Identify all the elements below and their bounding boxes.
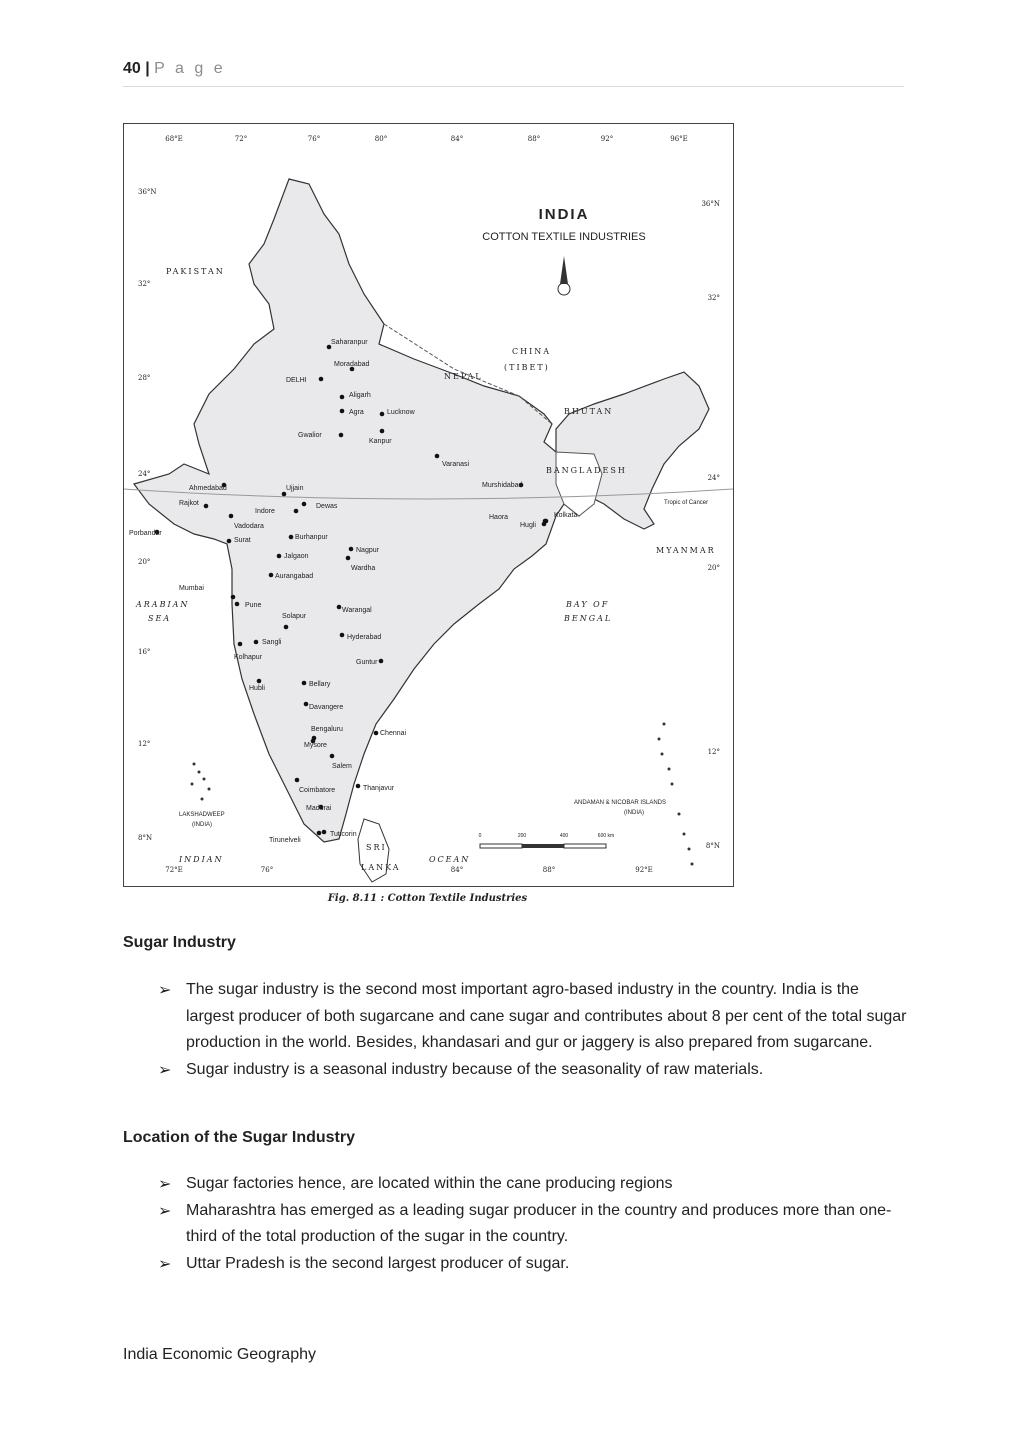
right-tick-label: 12° (707, 748, 720, 756)
city-label: Wardha (351, 565, 376, 572)
right-tick-label: 8°N (705, 842, 720, 850)
city-label: Kolkata (554, 512, 578, 519)
list-item: ➢ Maharashtra has emerged as a leading sugar producer in the country and produces more than one-third of the total production of the sugar in the country. (158, 1198, 908, 1251)
city-dot (238, 642, 243, 647)
city-label: Vadodara (234, 523, 264, 530)
region-label: ANDAMAN & NICOBAR ISLANDS (574, 800, 667, 806)
right-tick-label: 24° (707, 474, 720, 482)
city-dot (374, 731, 379, 736)
map-subtitle: COTTON TEXTILE INDUSTRIES (482, 231, 646, 243)
region-label: (INDIA) (192, 822, 212, 828)
tropic-label: Tropic of Cancer (664, 500, 709, 506)
city-dot (340, 395, 345, 400)
city-label: Bellary (309, 681, 331, 688)
left-tick-label: 36°N (138, 188, 157, 196)
city-label: Indore (255, 508, 275, 515)
scale-label: 400 (559, 833, 569, 839)
right-tick-label: 32° (707, 294, 720, 302)
city-label: Surat (234, 537, 251, 544)
left-tick-label: 12° (138, 740, 151, 748)
city-dot (380, 429, 385, 434)
city-label: Ahmedabad (189, 485, 227, 492)
city-dot (227, 539, 232, 544)
city-label: Tirunelveli (269, 837, 301, 844)
city-label: Hugli (520, 522, 536, 529)
city-label: Mysore (304, 742, 327, 749)
city-label: Pune (245, 602, 262, 609)
city-dot (277, 554, 282, 559)
city-label: Kanpur (369, 438, 392, 445)
city-label: Madurai (306, 805, 332, 812)
city-label: Aligarh (349, 392, 371, 399)
city-label: Tuticorin (330, 831, 357, 838)
map-title: INDIA (538, 206, 590, 223)
page-label: P a g e (154, 60, 226, 77)
page-header (123, 60, 904, 87)
city-label: Ujjain (286, 485, 304, 492)
list-item: ➢ Uttar Pradesh is the second largest producer of sugar. (158, 1251, 908, 1278)
city-dot (282, 492, 287, 497)
city-label: Guntur (356, 659, 378, 666)
country-label: BHUTAN (564, 407, 614, 416)
left-tick-label: 24° (138, 470, 151, 478)
scale-label: 200 (517, 833, 527, 839)
top-tick-label: 84° (450, 135, 464, 143)
bottom-tick-label: 84° (450, 866, 464, 874)
city-label: Coimbatore (299, 787, 336, 794)
scale-bar (480, 844, 606, 848)
city-dot (229, 514, 234, 519)
city-dot (204, 504, 209, 509)
section-heading-location-sugar-industry: Location of the Sugar Industry (123, 1129, 356, 1146)
city-label: Sangli (262, 639, 282, 646)
city-label: Jalgaon (284, 553, 309, 560)
country-label: BANGLADESH (546, 466, 627, 475)
city-dot (294, 509, 299, 514)
top-tick-label: 72° (234, 135, 248, 143)
city-dot (346, 556, 351, 561)
bottom-tick-label: 88° (542, 866, 556, 874)
city-label: Varanasi (442, 461, 470, 468)
city-label: DELHI (286, 377, 307, 384)
country-label: NEPAL (444, 372, 483, 381)
city-label: Rajkot (179, 500, 199, 507)
bottom-tick-label: 72°E (165, 866, 183, 874)
city-dot (542, 522, 547, 527)
city-dot (235, 602, 240, 607)
list-item: ➢ The sugar industry is the second most important agro-based industry in the country. India is the largest producer of both sugarcane and cane sugar and contributes about 8 per cent of the total sugar production in the world. Besides, khandasari and gur or jaggery is also prepared from sugarcane. (158, 977, 908, 1057)
right-tick-label: 20° (707, 564, 720, 572)
country-label: (TIBET) (504, 363, 550, 372)
top-tick-label: 68°E (165, 135, 183, 143)
city-dot (284, 625, 289, 630)
north-arrow-icon (558, 256, 570, 295)
city-label: Nagpur (356, 547, 379, 554)
city-dot (304, 702, 309, 707)
city-dot (356, 784, 361, 789)
region-label: (INDIA) (624, 810, 644, 816)
scale-label: 600 km (597, 833, 615, 839)
city-dot (340, 633, 345, 638)
city-label: Dewas (316, 503, 338, 510)
page-footer: India Economic Geography (123, 1346, 316, 1363)
city-dot (317, 831, 322, 836)
city-label: Hubli (249, 685, 265, 692)
city-label: Kolhapur (234, 654, 263, 661)
page-separator: | (140, 60, 155, 77)
map-svg (124, 124, 733, 886)
sea-label: SEA (148, 614, 172, 623)
city-label: Porbandar (129, 530, 162, 537)
city-dot (349, 547, 354, 552)
city-dot (337, 605, 342, 610)
top-tick-label: 96°E (670, 135, 688, 143)
india-landmass (134, 179, 709, 842)
location-bullets (158, 1171, 908, 1277)
section-heading-sugar-industry: Sugar Industry (123, 934, 236, 951)
city-dot (295, 778, 300, 783)
top-tick-label: 76° (307, 135, 321, 143)
city-dot (319, 377, 324, 382)
city-label: Haora (489, 514, 509, 521)
top-tick-label: 88° (527, 135, 541, 143)
page-number: 40 (123, 60, 141, 77)
left-tick-label: 8°N (138, 834, 153, 842)
country-label: SRI (366, 843, 387, 852)
city-label: Moradabad (334, 361, 370, 368)
sea-label: ARABIAN (136, 600, 190, 609)
city-dot (269, 573, 274, 578)
city-label: Saharanpur (331, 339, 368, 346)
city-label: Gwalior (298, 432, 322, 439)
andaman-nicobar-islands (658, 723, 694, 866)
lakshadweep-islands (191, 763, 211, 801)
top-tick-label: 92° (600, 135, 614, 143)
sea-label: BAY OF (566, 600, 610, 609)
city-label: Bengaluru (311, 726, 343, 733)
india-cotton-map (123, 123, 734, 887)
city-label: Lucknow (387, 409, 415, 416)
city-label: Davangere (309, 704, 344, 711)
city-dot (379, 659, 384, 664)
city-label: Thanjavur (363, 785, 395, 792)
top-tick-label: 80° (374, 135, 388, 143)
bottom-tick-label: 76° (260, 866, 274, 874)
city-dot (302, 502, 307, 507)
region-label: LAKSHADWEEP (179, 812, 225, 818)
city-label: Murshidabad (482, 482, 523, 489)
city-dot (322, 830, 327, 835)
left-tick-label: 16° (138, 648, 151, 656)
country-label: CHINA (512, 347, 552, 356)
city-label: Hyderabad (347, 634, 382, 641)
list-item: ➢ Sugar factories hence, are located within the cane producing regions (158, 1171, 908, 1198)
right-tick-label: 36°N (701, 200, 720, 208)
city-label: Agra (349, 409, 364, 416)
city-dot (380, 412, 385, 417)
city-dot (257, 679, 262, 684)
city-dot (254, 640, 259, 645)
city-dot (435, 454, 440, 459)
city-label: Warangal (342, 607, 372, 614)
city-label: Burhanpur (295, 534, 328, 541)
figure-caption: Fig. 8.11 : Cotton Textile Industries (327, 893, 528, 904)
city-dot (330, 754, 335, 759)
city-dot (339, 433, 344, 438)
city-dot (302, 681, 307, 686)
left-tick-label: 20° (138, 558, 151, 566)
city-label: Salem (332, 763, 352, 770)
country-label: MYANMAR (656, 546, 716, 555)
sea-label: INDIAN (179, 855, 224, 864)
city-dot (289, 535, 294, 540)
country-label: PAKISTAN (166, 267, 225, 276)
city-dot (340, 409, 345, 414)
city-label: Solapur (282, 613, 307, 620)
sea-label: BENGAL (564, 614, 613, 623)
left-tick-label: 28° (138, 374, 151, 382)
city-label: Mumbai (179, 585, 204, 592)
bottom-tick-label: 92°E (635, 866, 653, 874)
scale-label: 0 (478, 833, 482, 839)
list-item: ➢ Sugar industry is a seasonal industry because of the seasonality of raw materials. (158, 1057, 908, 1084)
left-tick-label: 32° (138, 280, 151, 288)
sea-label: OCEAN (429, 855, 471, 864)
country-label: LANKA (361, 863, 401, 872)
sugar-industry-bullets (158, 977, 908, 1083)
city-label: Aurangabad (275, 573, 314, 580)
city-label: Chennai (380, 730, 407, 737)
city-dot (231, 595, 236, 600)
